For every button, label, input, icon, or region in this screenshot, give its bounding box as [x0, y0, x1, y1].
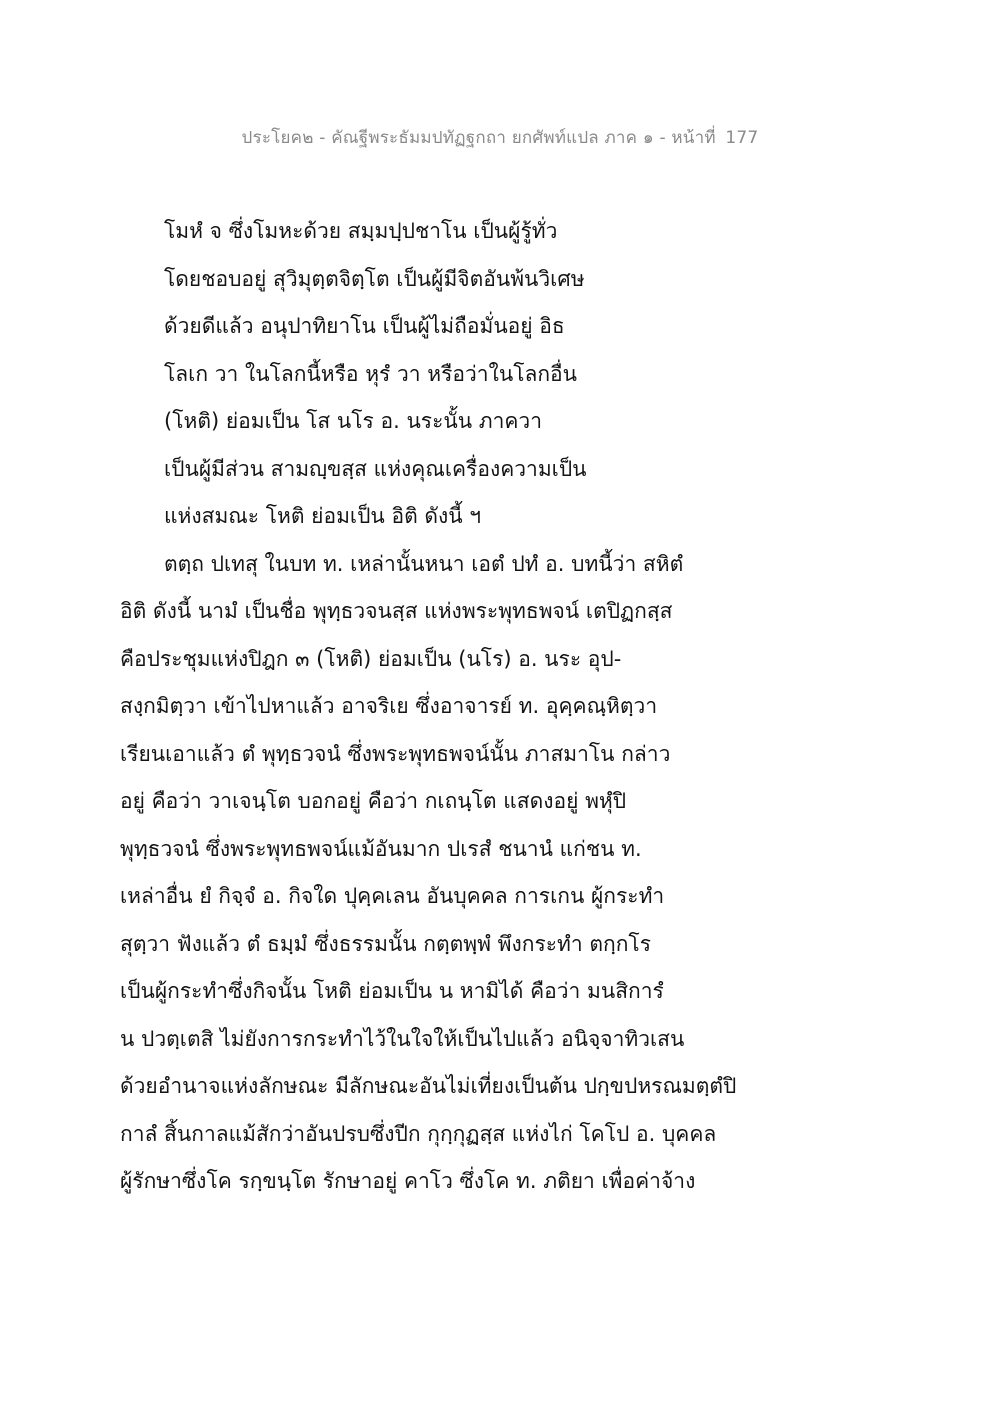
- text-line: โมหํ จ ซึ่งโมหะด้วย สมฺมปฺปชาโน เป็นผู้รู้ทั่ว: [164, 219, 558, 243]
- text-line: น ปวตฺเตสิ ไม่ยังการกระทำไว้ในใจให้เป็นไปแล้ว อนิจฺจาทิวเสน: [120, 1026, 685, 1051]
- text-line: สงฺกมิตฺวา เข้าไปหาแล้ว อาจริเย ซึ่งอาจารย์ ท. อุคฺคณฺหิตฺวา: [120, 694, 658, 718]
- text-line: เป็นผู้มีส่วน สามญฺขสฺส แห่งคุณเครื่องความเป็น: [164, 456, 587, 481]
- text-line: คือประชุมแห่งปิฎก ๓ (โหติ) ย่อมเป็น (นโร) อ. นระ อุป-: [120, 646, 622, 671]
- text-line: อยู่ คือว่า วาเจนฺโต บอกอยู่ คือว่า กเถนฺโต แสดงอยู่ พหุํปิ: [120, 789, 627, 813]
- body-text: [120, 216, 760, 1214]
- text-line: โลเก วา ในโลกนี้หรือ หุรํ วา หรือว่าในโลกอื่น: [164, 361, 578, 386]
- text-line: พุทฺธวจนํ ซึ่งพระพุทธพจน์แม้อันมาก ปเรสํ ชนานํ แก่ชน ท.: [120, 836, 642, 861]
- header-title: ประโยค๒ - คัณฐีพระธัมมปทัฏฐกถา ยกศัพท์แปล ภาค ๑ - หน้าที่: [241, 128, 716, 148]
- text-line: (โหติ) ย่อมเป็น โส นโร อ. นระนั้น ภาควา: [164, 409, 543, 433]
- text-line: ด้วยดีแล้ว อนุปาทิยาโน เป็นผู้ไม่ถือมั่นอยู่ อิธ: [164, 314, 565, 338]
- page-number: 177: [725, 128, 759, 148]
- text-line: กาลํ สิ้นกาลแม้สักว่าอันปรบซึ่งปีก กุกฺกุฏสฺส แห่งไก่ โคโป อ. บุคคล: [120, 1121, 717, 1146]
- text-line: โดยชอบอยู่ สุวิมุตฺตจิตฺโต เป็นผู้มีจิตอันพ้นวิเศษ: [164, 266, 585, 291]
- text-line: สุตฺวา ฟังแล้ว ตํ ธมฺมํ ซึ่งธรรมนั้น กตฺตพฺพํ พึงกระทำ ตกฺกโร: [120, 931, 651, 956]
- text-line: ผู้รักษาซึ่งโค รกฺขนฺโต รักษาอยู่ คาโว ซึ่งโค ท. ภติยา เพื่อค่าจ้าง: [120, 1169, 696, 1193]
- text-line: ด้วยอำนาจแห่งลักษณะ มีลักษณะอันไม่เที่ยงเป็นต้น ปกฺขปหรณมตฺตํปิ: [120, 1074, 737, 1098]
- text-line: เรียนเอาแล้ว ตํ พุทฺธวจนํ ซึ่งพระพุทธพจน์นั้น ภาสมาโน กล่าว: [120, 741, 671, 766]
- text-line: อิติ ดังนี้ นามํ เป็นชื่อ พุทฺธวจนสฺส แห่งพระพุทธพจน์ เตปิฏกสฺส: [120, 599, 673, 623]
- page-header: [0, 124, 1000, 151]
- text-line: แห่งสมณะ โหติ ย่อมเป็น อิติ ดังนี้ ฯ: [164, 504, 482, 528]
- text-line: เป็นผู้กระทำซึ่งกิจนั้น โหติ ย่อมเป็น น หามิได้ คือว่า มนสิการํ: [120, 979, 664, 1003]
- paragraph-start-line: ตตฺถ ปเทสุ ในบท ท. เหล่านั้นหนา เอตํ ปทํ อ. บทนี้ว่า สหิตํ: [164, 551, 684, 576]
- text-line: เหล่าอื่น ยํ กิจฺจํ อ. กิจใด ปุคฺคเลน อันบุคคล การเกน ผู้กระทำ: [120, 884, 665, 908]
